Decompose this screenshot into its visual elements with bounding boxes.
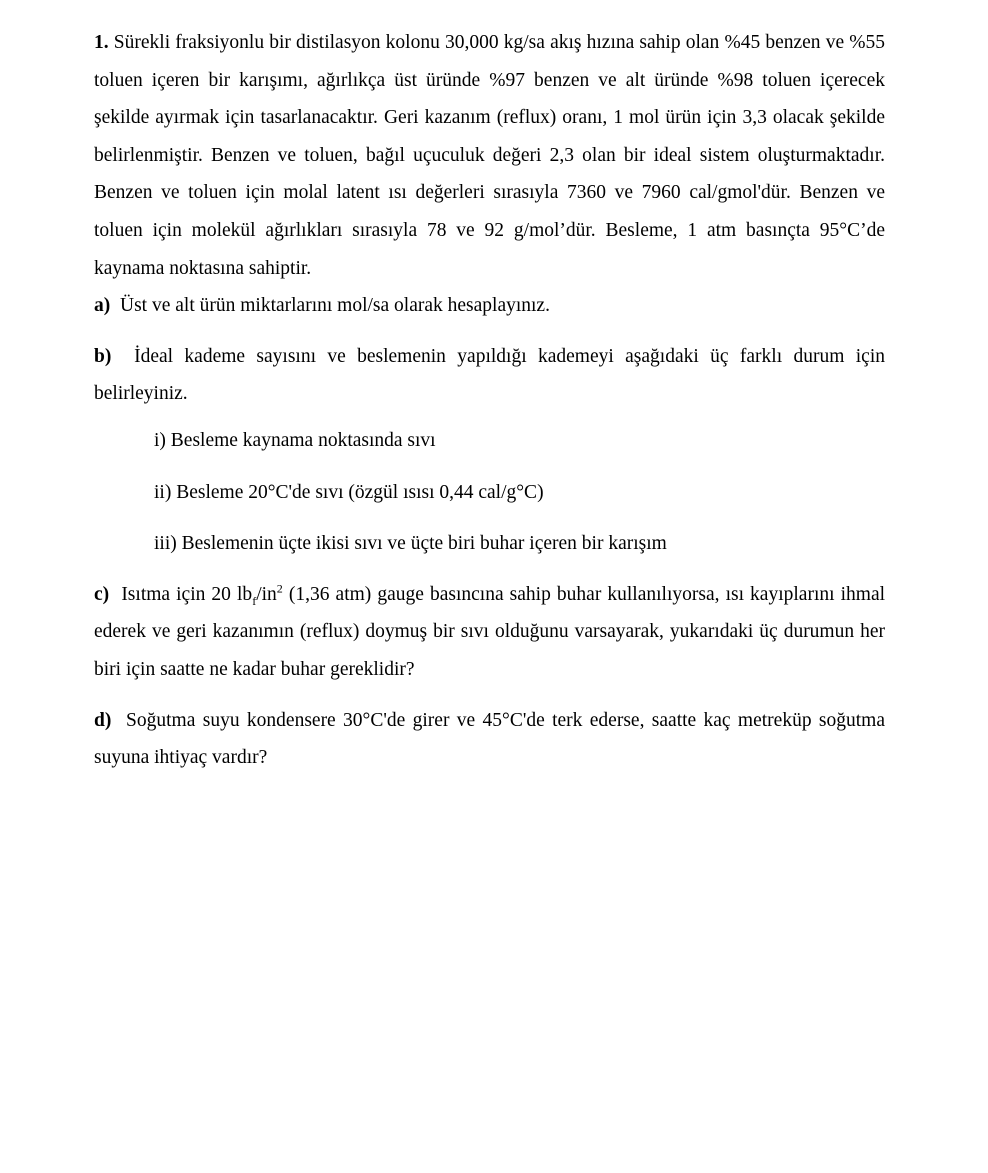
question-intro-text: Sürekli fraksiyonlu bir distilasyon kolonu 30,000 kg/sa akış hızına sahip olan %45 benzen ve %55 toluen içeren bir karışımı, ağırlıkça üst üründe %97 benzen ve alt üründe %98 toluen içerecek şekilde ayırmak için tasarlanacaktır. Geri kazanım (reflux) oranı, 1 mol ürün için 3,3 olacak şekilde belirlenmiştir. Benzen ve toluen, bağıl uçuculuk değeri 2,3 olan bir ideal sistem oluşturmaktadır. Benzen ve toluen için molal latent ısı değerleri sırasıyla 7360 ve 7960 cal/gmol'dür. Benzen ve toluen için molekül ağırlıkları sırasıyla 78 ve 92 g/mol’dür. Besleme, 1 atm basınçta 95°C’de kaynama noktasına sahiptir. [94,32,886,279]
part-b-case-2: ii) Besleme 20°C'de sıvı (özgül ısısı 0,44 cal/g°C) [154,481,544,503]
part-c-subscript: f [252,593,257,608]
question-number: 1. [94,32,109,53]
part-c [94,576,885,689]
part-c-text-after: (1,36 atm) gauge basıncına sahip buhar kullanılıyorsa, ısı kayıplarını ihmal ederek ve geri kazanımın (reflux) doymuş bir sıvı olduğunu varsayarak, yukarıdaki üç durumun her biri için saatte ne kadar buhar gereklidir? [94,583,886,680]
part-a [94,287,885,325]
part-c-text-mid: /in [256,583,277,605]
question-intro [94,24,885,287]
part-d [94,702,885,777]
part-b [94,338,885,413]
part-b-label: b) [94,345,112,367]
part-c-superscript: 2 [276,581,283,596]
part-a-text: Üst ve alt ürün miktarlarını mol/sa olarak hesaplayınız. [120,295,550,317]
part-b-case-list [154,422,885,563]
document-page [94,24,885,777]
part-b-case-1: i) Besleme kaynama noktasında sıvı [154,429,436,451]
part-a-label: a) [94,295,111,317]
part-c-label: c) [94,583,110,605]
part-c-text-before: Isıtma için 20 lb [121,583,253,605]
part-d-label: d) [94,709,112,731]
part-b-text: İdeal kademe sayısını ve beslemenin yapıldığı kademeyi aşağıdaki üç farklı durum için belirleyiniz. [94,345,886,405]
part-b-case-3: iii) Beslemenin üçte ikisi sıvı ve üçte biri buhar içeren bir karışım [154,533,667,555]
part-d-text: Soğutma suyu kondensere 30°C'de girer ve 45°C'de terk ederse, saatte kaç metreküp soğutma suyuna ihtiyaç vardır? [94,709,886,769]
